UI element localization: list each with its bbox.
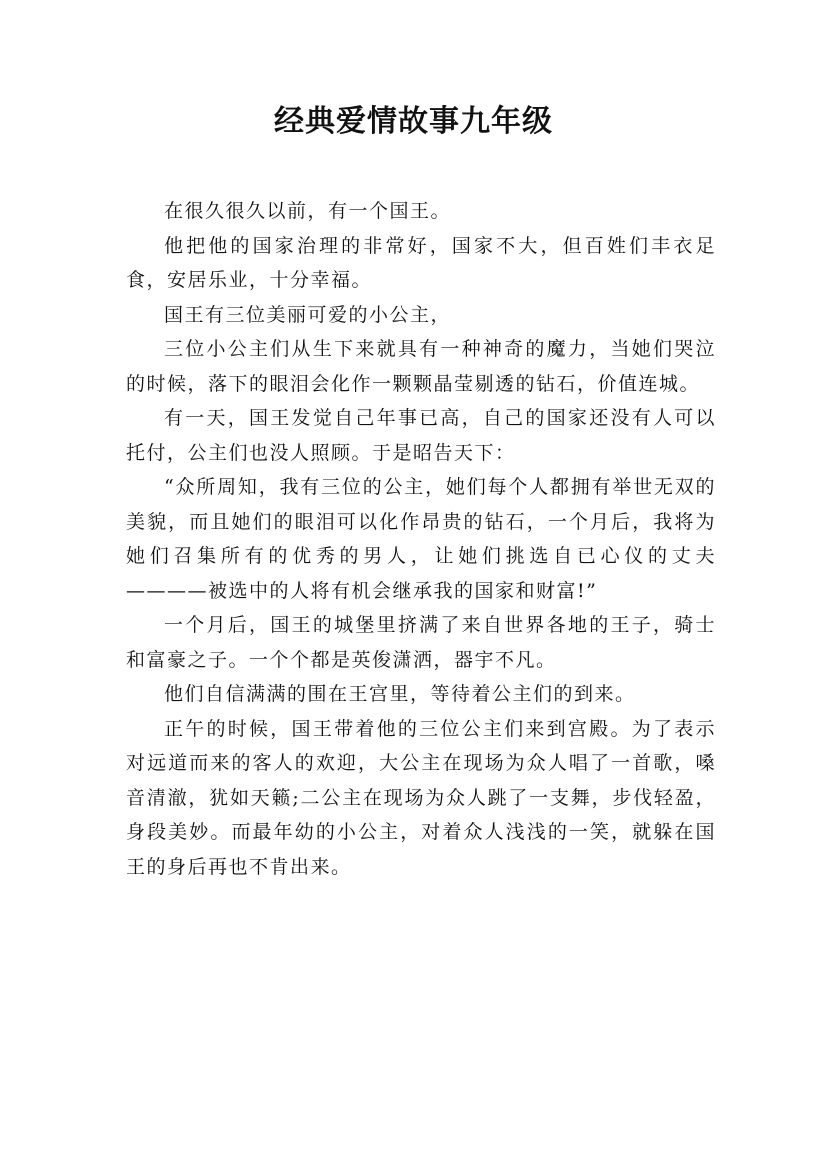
document-body (126, 194, 716, 884)
document-title: 经典爱情故事九年级 (274, 104, 553, 139)
paragraph: 在很久很久以前，有一个国王。 (164, 200, 452, 222)
paragraph: 国王有三位美丽可爱的小公主， (164, 303, 452, 326)
paragraph: “众所周知，我有三位的公主，她们每个人都拥有举世无双的美貌，而且她们的眼泪可以化作昂贵的钻石，一个月后，我将为她们召集所有的优秀的男人，让她们挑选自已心仪的丈夫————被选中的人将有机会继承我的国家和财富!” (126, 476, 716, 602)
paragraph: 三位小公主们从生下来就具有一种神奇的魔力，当她们哭泣的时候，落下的眼泪会化作一颗颗晶莹剔透的钻石，价值连城。 (126, 338, 716, 395)
paragraph: 他把他的国家治理的非常好，国家不大，但百姓们丰衣足食，安居乐业，十分幸福。 (126, 234, 716, 291)
paragraph: 有一天，国王发觉自己年事已高，自己的国家还没有人可以托付，公主们也没人照顾。于是昭告天下： (126, 407, 716, 464)
paragraph: 正午的时候，国王带着他的三位公主们来到宫殿。为了表示对远道而来的客人的欢迎，大公主在现场为众人唱了一首歌，嗓音清澈，犹如天籁;二公主在现场为众人跳了一支舞，步伐轻盈，身段美妙。而最年幼的小公主，对着众人浅浅的一笑，就躲在国王的身后再也不肯出来。 (126, 717, 716, 878)
paragraph: 他们自信满满的围在王宫里，等待着公主们的到来。 (164, 683, 636, 705)
paragraph: 一个月后，国王的城堡里挤满了来自世界各地的王子，骑士和富豪之子。一个个都是英俊潇洒，器宇不凡。 (126, 614, 716, 671)
